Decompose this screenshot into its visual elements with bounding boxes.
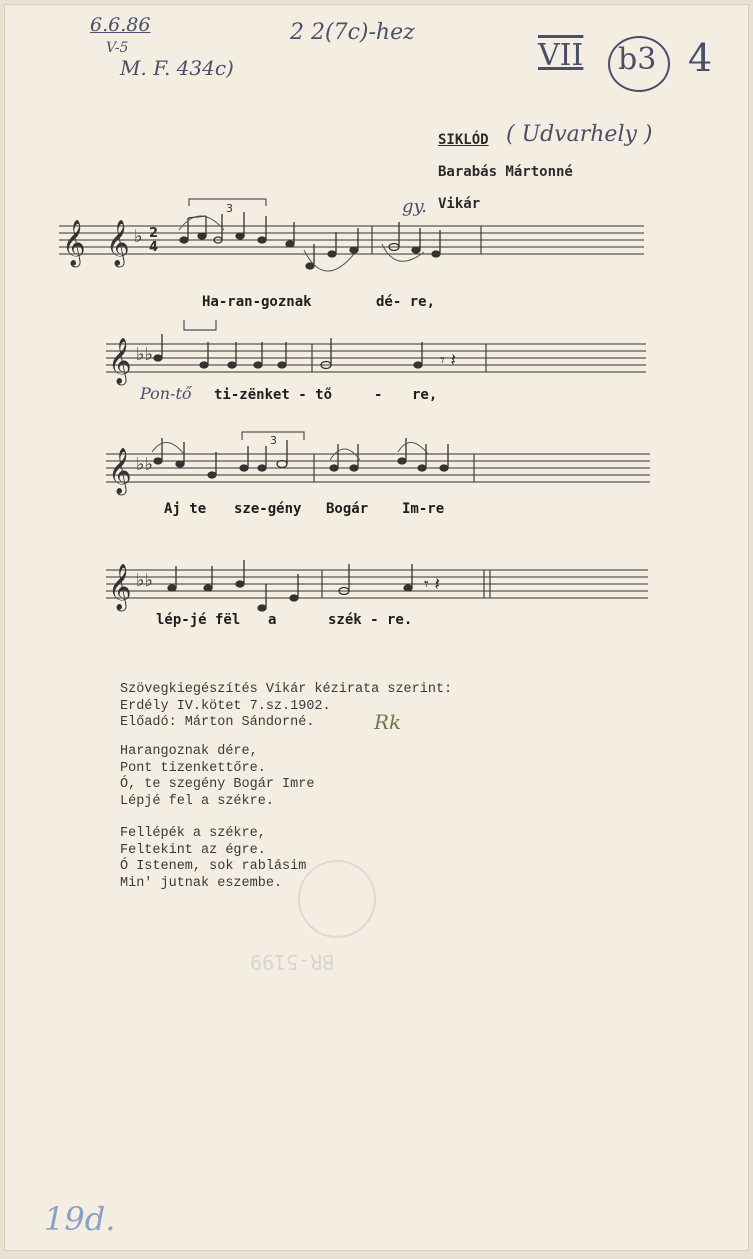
poem-line: Min' jutnak eszembe.: [120, 875, 283, 891]
svg-text:♭: ♭: [134, 226, 143, 247]
lyric-3-b: sze-gény: [234, 501, 302, 517]
lyric-3-a: Aj te: [164, 501, 207, 517]
svg-text:𝄞: 𝄞: [106, 220, 130, 266]
lyric-3-c: Bogár: [326, 501, 369, 517]
singer-name: Barabás Mártonné: [438, 164, 573, 180]
svg-text:𝄞: 𝄞: [108, 338, 132, 384]
lyric-2-b: -: [374, 387, 383, 403]
faint-stamp-circle: [298, 860, 376, 938]
lyric-4-c: szék - re.: [328, 612, 413, 628]
faint-stamp-number: BR-5199: [250, 950, 335, 974]
poem-line: Pont tizenkettőre.: [120, 760, 266, 776]
text-supplement-note: [120, 682, 452, 732]
archive-circled-code: b3: [618, 42, 657, 77]
archive-page-number: 4: [688, 36, 713, 80]
archive-roman-numeral: VII: [538, 38, 584, 73]
note-line-3: Előadó: Márton Sándorné.: [120, 715, 315, 730]
footer-hand-number: 19d.: [44, 1200, 116, 1238]
lyric-4-b: a: [268, 612, 277, 628]
lyric-2-hand-prefix: Pon-tő: [140, 384, 192, 403]
poem-line: Fellépék a székre,: [120, 826, 266, 841]
poem-line: Ó Istenem, sok rablásim: [120, 859, 307, 874]
archive-fraction-sub: V-5: [106, 40, 129, 56]
poem-line: Harangoznak dére,: [120, 744, 258, 759]
svg-text:4: 4: [149, 240, 159, 255]
poem-line: Lépjé fel a székre.: [120, 793, 274, 809]
lyric-1-a: Ha-ran-goznak: [202, 294, 312, 310]
svg-text:𝄾 𝄽: 𝄾 𝄽: [424, 574, 441, 595]
svg-text:𝄞: 𝄞: [62, 220, 86, 266]
poem-stanza-2: [120, 826, 306, 892]
lyric-4-a: lép-jé fël: [156, 612, 241, 628]
svg-text:𝄾 𝄽: 𝄾 𝄽: [440, 350, 457, 371]
music-staff-2: [4, 314, 749, 394]
lyric-3-d: Im-re: [402, 501, 445, 517]
initials-mark: Rk: [374, 710, 402, 734]
archive-reference: M. F. 434c): [120, 56, 234, 80]
archive-fraction: 6.6.86: [90, 14, 151, 36]
lyric-2-c: re,: [412, 387, 438, 403]
place-note: ( Udvarhely ): [506, 122, 653, 147]
svg-text:♭♭: ♭♭: [136, 454, 153, 475]
triplet-mark: 3: [226, 202, 233, 215]
document-page: [4, 4, 749, 1251]
triplet-mark-2: 3: [270, 434, 277, 447]
lyric-1-b: dé- re,: [376, 294, 436, 310]
note-line-2: Erdély IV.kötet 7.sz.1902.: [120, 698, 331, 714]
lyric-2-a: ti-zënket - tő: [214, 387, 333, 403]
svg-text:𝄞: 𝄞: [108, 564, 132, 610]
archive-cross-reference: 2 2(7c)-hez: [290, 20, 415, 45]
note-line-1: Szövegkiegészítés Vikár kézirata szerint:: [120, 682, 453, 697]
svg-text:𝄞: 𝄞: [108, 448, 132, 494]
collector-prefix: gy.: [402, 196, 428, 217]
poem-line: Feltekint az égre.: [120, 842, 266, 858]
svg-text:♭♭: ♭♭: [136, 344, 153, 365]
svg-text:♭♭: ♭♭: [136, 570, 153, 591]
music-staff-3: [4, 424, 749, 504]
svg-text:2: 2: [149, 226, 159, 241]
poem-stanza-1: [120, 744, 314, 810]
place-name: SIKLÓD: [438, 132, 489, 148]
poem-line: Ó, te szegény Bogár Imre: [120, 777, 315, 792]
collector-name: Vikár: [438, 196, 481, 212]
